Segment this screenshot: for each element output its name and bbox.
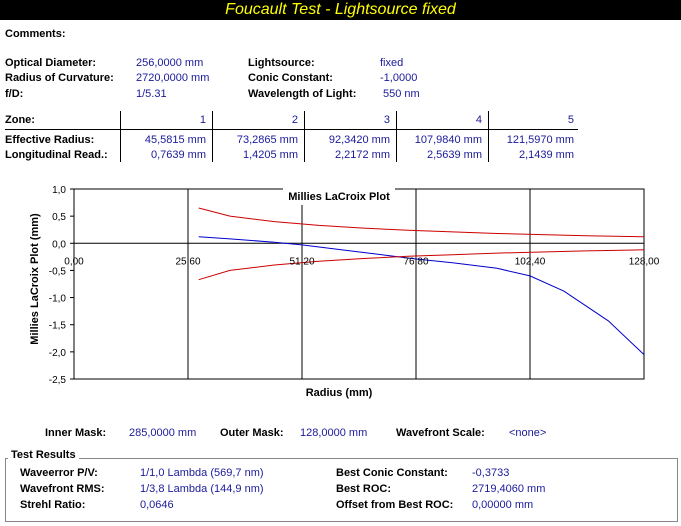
wavefront-scale-label: Wavefront Scale: xyxy=(396,427,485,439)
best-conic-label: Best Conic Constant: xyxy=(336,467,448,479)
x-tick-label: 25,60 xyxy=(175,256,201,268)
y-tick-label: -2,5 xyxy=(48,375,66,386)
best-roc-label: Best ROC: xyxy=(336,483,392,495)
longitudinal-cell: 2,2172 mm xyxy=(334,149,390,161)
best-roc-value: 2719,4060 mm xyxy=(472,483,546,495)
offset-best-roc-label: Offset from Best ROC: xyxy=(336,499,454,511)
zones-header-divider xyxy=(5,129,578,130)
x-tick-label: 76,80 xyxy=(403,256,429,268)
zone-number: 2 xyxy=(291,114,298,126)
test-results-title: Test Results xyxy=(8,449,79,461)
radius-of-curvature-label: Radius of Curvature: xyxy=(5,72,114,84)
offset-best-roc-value: 0,00000 mm xyxy=(472,499,534,511)
zones-col-divider xyxy=(304,111,305,162)
wavefront-rms-value: 1/3,8 Lambda (144,9 nm) xyxy=(140,483,264,495)
longitudinal-cell: 2,1439 mm xyxy=(518,149,574,161)
y-tick-label: 0,0 xyxy=(52,239,66,251)
zone-label: Zone: xyxy=(5,114,35,126)
strehl-value: 0,0646 xyxy=(140,499,174,511)
best-conic-value: -0,3733 xyxy=(472,467,510,479)
zones-col-divider xyxy=(488,111,489,162)
outer-mask-value: 128,0000 mm xyxy=(300,427,368,439)
conic-constant-value: -1,0000 xyxy=(380,72,418,84)
optical-diameter-value: 256,0000 mm xyxy=(136,57,204,69)
comments-label: Comments: xyxy=(5,28,66,40)
radius-of-curvature-value: 2720,0000 mm xyxy=(136,72,210,84)
zones-col-divider xyxy=(396,111,397,162)
wavefront-rms-label: Wavefront RMS: xyxy=(20,483,105,495)
plot-area xyxy=(74,189,644,379)
y-tick-label: -1,0 xyxy=(48,293,66,305)
zone-number: 3 xyxy=(383,114,390,126)
fd-value: 1/5.31 xyxy=(136,88,167,100)
wavelength-value: 550 nm xyxy=(383,88,420,100)
inner-mask-label: Inner Mask: xyxy=(45,427,107,439)
effective-radius-cell: 92,3420 mm xyxy=(328,134,390,146)
conic-constant-label: Conic Constant: xyxy=(248,72,333,84)
longitudinal-label: Longitudinal Read.: xyxy=(5,149,108,161)
effective-radius-cell: 45,5815 mm xyxy=(144,134,206,146)
y-tick-label: -0,5 xyxy=(48,266,66,278)
lightsource-label: Lightsource: xyxy=(248,57,315,69)
effective-radius-cell: 73,2865 mm xyxy=(236,134,298,146)
wavefront-scale-value: <none> xyxy=(509,427,547,439)
wavelength-label: Wavelength of Light: xyxy=(248,88,357,100)
x-axis-title: Radius (mm) xyxy=(305,387,373,399)
y-tick-label: -2,0 xyxy=(48,347,66,359)
window-title: Foucault Test - Lightsource fixed xyxy=(225,1,456,18)
zones-col-divider xyxy=(212,111,213,162)
chart-title: Millies LaCroix Plot xyxy=(288,191,390,203)
inner-mask-value: 285,0000 mm xyxy=(129,427,197,439)
fd-label: f/D: xyxy=(5,88,24,100)
longitudinal-cell: 0,7639 mm xyxy=(150,149,206,161)
lightsource-value: fixed xyxy=(380,57,404,69)
y-tick-label: -1,5 xyxy=(48,320,66,332)
effective-radius-cell: 121,5970 mm xyxy=(506,134,574,146)
zone-number: 4 xyxy=(475,114,482,126)
y-tick-label: 0,5 xyxy=(52,212,66,224)
y-tick-label: 1,0 xyxy=(52,185,66,196)
longitudinal-cell: 1,4205 mm xyxy=(242,149,298,161)
waveerror-value: 1/1,0 Lambda (569,7 nm) xyxy=(140,467,264,479)
outer-mask-label: Outer Mask: xyxy=(220,427,284,439)
waveerror-label: Waveerror P/V: xyxy=(20,467,98,479)
optical-diameter-label: Optical Diameter: xyxy=(5,57,97,69)
millies-lacroix-chart xyxy=(0,175,681,407)
x-tick-label: 51,20 xyxy=(289,256,315,268)
x-tick-label: 128,00 xyxy=(628,256,660,268)
y-axis-title: Millies LaCroix Plot (mm) xyxy=(29,213,41,345)
zone-number: 5 xyxy=(567,114,574,126)
x-tick-label: 102,40 xyxy=(514,256,546,268)
longitudinal-cell: 2,5639 mm xyxy=(426,149,482,161)
strehl-label: Strehl Ratio: xyxy=(20,499,86,511)
x-tick-label: 0,00 xyxy=(64,256,84,268)
effective-radius-cell: 107,9840 mm xyxy=(414,134,482,146)
zone-number: 1 xyxy=(199,114,206,126)
effective-radius-label: Effective Radius: xyxy=(5,134,95,146)
zones-col-divider xyxy=(120,111,121,162)
title-bar xyxy=(0,0,681,20)
